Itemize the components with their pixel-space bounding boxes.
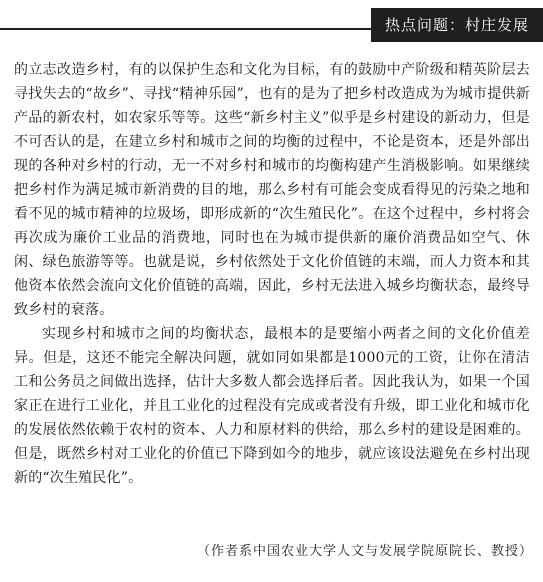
article-paragraph-1: 的立志改造乡村，有的以保护生态和文化为目标，有的鼓励中产阶级和精英阶层去寻找失去的“故乡”、寻找“精神乐园”，也有的是为了把乡村改造成为为城市提供新产品的新农村，如农家乐等等。这些“新乡村主义”似乎是乡村建设的新动力，但是不可否认的是，在建立乡村和城市之间的均衡的过程中，不论是资本，还是外部出现的各种对乡村的行动，无一不对乡村和城市的均衡构建产生消极影响。如果继续把乡村作为满足城市新消费的目的地，那么乡村有可能会变成看得见的污染之地和看不见的城市精神的垃圾场，即形成新的“次生殖民化”。在这个过程中，乡村将会再次成为廉价工业品的消费地，同时也在为城市提供新的廉价消费品如空气、休闲、绿色旅游等等。也就是说，乡村依然处于文化价值链的末端，而人力资本和其他资本依然会流向文化价值链的高端，因此，乡村无法进入城乡均衡状态，最终导致乡村的衰落。 bbox=[14, 62, 530, 318]
author-byline: （作者系中国农业大学人文与发展学院原院长、教授） bbox=[196, 544, 533, 559]
article-paragraph-2: 实现乡村和城市之间的均衡状态，最根本的是要缩小两者之间的文化价值差异。但是，这还不能完全解决问题，就如同如果都是1000元的工资，让你在清洁工和公务员之间做出选择，估计大多数人都会选择后者。因此我认为，如果一个国家正在进行工业化，并且工业化的过程没有完成或者没有升级，即工业化和城市化的发展依然依赖于农村的资本、人力和原材料的供给，那么乡村的建设是困难的。但是，既然乡村对工业化的价值已下降到如今的地步，就应该设法避免在乡村出现新的“次生殖民化”。 bbox=[14, 326, 530, 486]
page-header bbox=[0, 0, 543, 44]
article-body bbox=[14, 58, 530, 490]
section-tag: 热点问题：村庄发展 bbox=[371, 8, 543, 42]
header-rule bbox=[0, 28, 380, 30]
